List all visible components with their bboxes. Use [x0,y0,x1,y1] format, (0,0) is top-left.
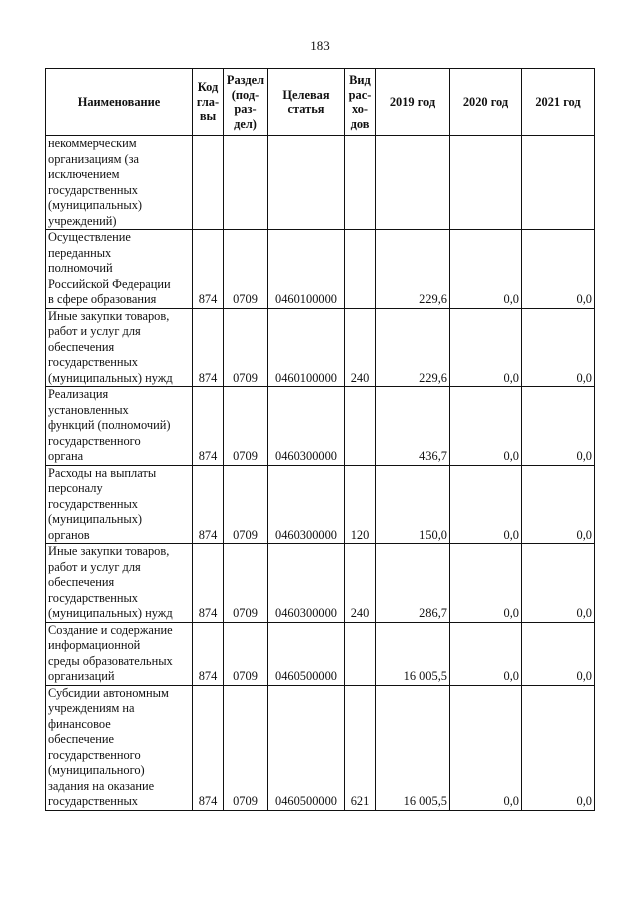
cell-name-line: установленных [48,402,129,417]
cell-name-line: Осуществление [48,230,131,244]
header-chapter-code: Код гла- вы [193,69,224,136]
cell-name-line: в сфере образования [48,292,157,306]
cell-amount-2020: 0,0 [450,622,522,685]
cell-section: 0709 [224,622,268,685]
cell-name-line: среды образовательных [48,653,173,668]
cell-name-line: (муниципального) [48,763,145,777]
cell-target-article: 0460300000 [268,544,345,623]
table-row [46,465,595,544]
cell-name [46,685,193,810]
cell-target-article: 0460100000 [268,308,345,387]
cell-name-line: Создание и содержание [48,622,173,637]
table-row [46,685,595,810]
cell-section: 0709 [224,308,268,387]
cell-chapter-code: 874 [193,230,224,309]
cell-name-line: работ и услуг для [48,324,141,338]
cell-amount-2021: 0,0 [522,465,595,544]
cell-name [46,136,193,230]
cell-name-line: государственного [48,747,141,762]
cell-name-line: информационной [48,638,141,652]
cell-name-line: государственных [48,794,139,808]
cell-section: 0709 [224,387,268,466]
cell-name-line: финансовое [48,716,111,731]
cell-expense-type [345,622,376,685]
cell-name-line: органа [48,449,84,463]
cell-chapter-code: 874 [193,685,224,810]
cell-amount-2021: 0,0 [522,387,595,466]
cell-section [224,136,268,230]
header-target-article: Целевая статья [268,69,345,136]
cell-name-line: учреждениям на [48,701,135,715]
cell-expense-type: 621 [345,685,376,810]
cell-name-line: обеспечения [48,339,115,354]
cell-amount-2021: 0,0 [522,622,595,685]
table-row [46,136,595,230]
cell-amount-2019: 16 005,5 [376,685,450,810]
cell-expense-type: 240 [345,544,376,623]
cell-name-line: государственных [48,355,139,369]
cell-section: 0709 [224,544,268,623]
header-year-2020: 2020 год [450,69,522,136]
table-row [46,387,595,466]
cell-name [46,387,193,466]
cell-name [46,544,193,623]
cell-name-line: обеспечения [48,575,115,589]
cell-name-line: государственных [48,496,139,511]
table-row [46,230,595,309]
cell-name-line: переданных [48,245,112,260]
cell-amount-2020 [450,136,522,230]
cell-name-line: (муниципальных) нужд [48,606,173,620]
cell-chapter-code: 874 [193,544,224,623]
cell-name-line: органов [48,527,90,542]
cell-name-line: задания на оказание [48,778,155,793]
cell-amount-2021: 0,0 [522,308,595,387]
cell-chapter-code: 874 [193,387,224,466]
cell-name-line: некоммерческим [48,136,137,150]
cell-chapter-code [193,136,224,230]
cell-name-line: Реализация [48,387,109,401]
cell-expense-type [345,387,376,466]
cell-amount-2019: 229,6 [376,308,450,387]
cell-name-line: Иные закупки товаров, [48,308,170,323]
cell-chapter-code: 874 [193,465,224,544]
cell-name-line: исключением [48,167,120,181]
cell-amount-2020: 0,0 [450,230,522,309]
table-row [46,544,595,623]
cell-amount-2019 [376,136,450,230]
cell-amount-2019: 150,0 [376,465,450,544]
cell-name-line: Иные закупки товаров, [48,544,170,558]
cell-name-line: (муниципальных) [48,198,143,212]
cell-target-article: 0460500000 [268,685,345,810]
cell-target-article: 0460300000 [268,387,345,466]
cell-amount-2020: 0,0 [450,308,522,387]
cell-name-line: государственных [48,182,139,197]
page-number: 183 [310,38,330,53]
cell-target-article [268,136,345,230]
cell-amount-2019: 16 005,5 [376,622,450,685]
cell-target-article: 0460500000 [268,622,345,685]
cell-amount-2021: 0,0 [522,544,595,623]
cell-name-line: государственных [48,590,139,605]
cell-name-line: обеспечение [48,732,114,746]
cell-amount-2020: 0,0 [450,544,522,623]
cell-expense-type: 240 [345,308,376,387]
cell-name [46,622,193,685]
cell-amount-2019: 436,7 [376,387,450,466]
cell-amount-2021 [522,136,595,230]
cell-name-line: персоналу [48,481,103,495]
cell-name [46,308,193,387]
cell-name-line: учреждений) [48,213,117,228]
budget-table [45,68,595,811]
cell-name-line: Российской Федерации [48,276,171,291]
cell-expense-type [345,136,376,230]
table-row [46,622,595,685]
cell-name-line: Расходы на выплаты [48,465,157,480]
cell-amount-2020: 0,0 [450,685,522,810]
cell-amount-2019: 286,7 [376,544,450,623]
cell-amount-2019: 229,6 [376,230,450,309]
cell-name-line: полномочий [48,261,113,275]
cell-name-line: работ и услуг для [48,559,141,574]
cell-name-line: (муниципальных) [48,512,143,526]
table-header-row [46,69,595,136]
cell-name-line: организаций [48,669,115,683]
header-section: Раздел (под- раз- дел) [224,69,268,136]
cell-name [46,465,193,544]
cell-name-line: (муниципальных) нужд [48,370,173,385]
cell-name-line: организациям (за [48,151,140,166]
cell-section: 0709 [224,230,268,309]
cell-target-article: 0460100000 [268,230,345,309]
cell-expense-type [345,230,376,309]
cell-expense-type: 120 [345,465,376,544]
header-name: Наименование [46,69,193,136]
cell-section: 0709 [224,465,268,544]
cell-name [46,230,193,309]
cell-name-line: функций (полномочий) [48,418,171,432]
cell-amount-2020: 0,0 [450,465,522,544]
header-expense-type: Вид рас- хо- дов [345,69,376,136]
cell-chapter-code: 874 [193,308,224,387]
cell-name-line: государственного [48,433,141,448]
cell-target-article: 0460300000 [268,465,345,544]
cell-amount-2021: 0,0 [522,230,595,309]
cell-amount-2021: 0,0 [522,685,595,810]
cell-chapter-code: 874 [193,622,224,685]
header-year-2019: 2019 год [376,69,450,136]
header-year-2021: 2021 год [522,69,595,136]
table-row [46,308,595,387]
cell-section: 0709 [224,685,268,810]
cell-name-line: Субсидии автономным [48,685,169,700]
cell-amount-2020: 0,0 [450,387,522,466]
